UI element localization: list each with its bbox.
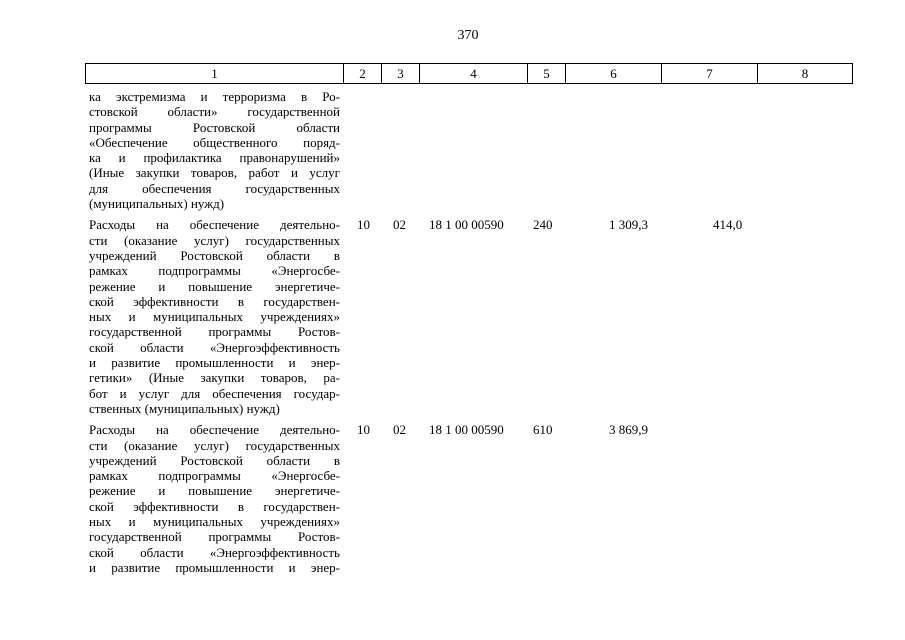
cell-amount-col6: 1 309,3	[609, 217, 648, 233]
cell-expense-type: 240	[533, 217, 553, 233]
description-line: стовской области» государственной	[89, 104, 340, 120]
row-description	[89, 422, 340, 575]
description-line: рамках подпрограммы «Энергосбе-	[89, 468, 340, 484]
table-body	[85, 89, 850, 581]
description-line: государственной программы Ростов-	[89, 529, 340, 545]
cell-target-article: 18 1 00 00590	[429, 217, 504, 233]
column-header-5: 5	[528, 64, 566, 84]
description-line: ственных (муниципальных) нужд)	[89, 400, 280, 416]
description-line: ка экстремизма и терроризма в Ро-	[89, 89, 340, 104]
cell-subsection: 02	[393, 422, 406, 438]
description-line: ской эффективности в государствен-	[89, 293, 340, 309]
table-row	[85, 89, 850, 211]
description-line: для обеспечения государственных	[89, 180, 340, 196]
cell-target-article: 18 1 00 00590	[429, 422, 504, 438]
cell-subsection: 02	[393, 217, 406, 233]
column-header-row	[85, 63, 853, 84]
description-line: ской области «Энергоэффективность	[89, 544, 340, 560]
description-line: сти (оказание услуг) государственных	[89, 232, 340, 248]
description-line: ных и муниципальных учреждениях»	[89, 514, 340, 530]
description-line: государственной программы Ростов-	[89, 324, 340, 340]
column-header-7: 7	[662, 64, 758, 84]
cell-section: 10	[357, 217, 370, 233]
description-line: учреждений Ростовской области в	[89, 247, 340, 263]
description-line: и развитие промышленности и энер-	[89, 559, 340, 575]
description-line: гетики» (Иные закупки товаров, ра-	[89, 370, 340, 386]
column-header-1: 1	[86, 64, 344, 84]
description-line: учреждений Ростовской области в	[89, 452, 340, 468]
description-line: ской эффективности в государствен-	[89, 498, 340, 514]
table-row	[85, 217, 850, 416]
description-line: Расходы на обеспечение деятельно-	[89, 422, 340, 438]
cell-expense-type: 610	[533, 422, 553, 438]
column-header-4: 4	[420, 64, 528, 84]
description-line: ных и муниципальных учреждениях»	[89, 309, 340, 325]
row-description	[89, 217, 340, 416]
description-line: рамках подпрограммы «Энергосбе-	[89, 263, 340, 279]
page-number: 370	[457, 28, 479, 43]
description-line: и развитие промышленности и энер-	[89, 355, 340, 371]
description-line: ской области «Энергоэффективность	[89, 339, 340, 355]
description-line: Расходы на обеспечение деятельно-	[89, 217, 340, 233]
column-header-6: 6	[566, 64, 662, 84]
description-line: режение и повышение энергетиче-	[89, 278, 340, 294]
description-line: ка и профилактика правонарушений»	[89, 150, 340, 166]
description-line: (Иные закупки товаров, работ и услуг	[89, 165, 340, 181]
description-line: бот и услуг для обеспечения государ-	[89, 385, 340, 401]
cell-amount-col7: 414,0	[713, 217, 743, 233]
column-header-2: 2	[344, 64, 382, 84]
description-line: режение и повышение энергетиче-	[89, 483, 340, 499]
cell-section: 10	[357, 422, 370, 438]
table-row	[85, 422, 850, 575]
description-line: «Обеспечение общественного поряд-	[89, 134, 340, 150]
row-description	[89, 89, 340, 211]
column-header-3: 3	[382, 64, 420, 84]
description-line: программы Ростовской области	[89, 119, 340, 135]
column-header-8: 8	[758, 64, 853, 84]
description-line: (муниципальных) нужд)	[89, 196, 225, 212]
cell-amount-col6: 3 869,9	[609, 422, 648, 438]
description-line: сти (оказание услуг) государственных	[89, 437, 340, 453]
